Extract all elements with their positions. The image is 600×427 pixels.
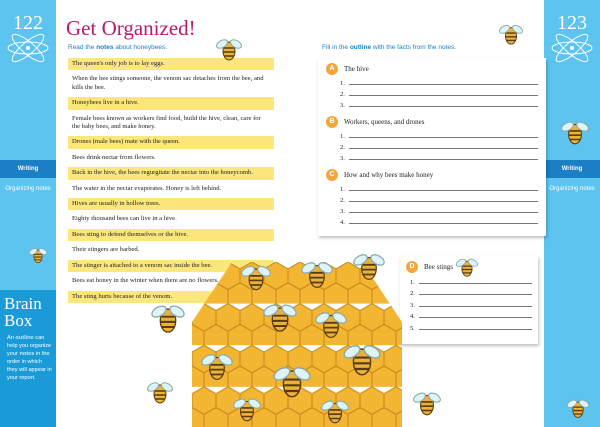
outline-line[interactable]: 4. — [410, 309, 532, 321]
bee-icon — [28, 246, 48, 264]
note-item: The stinger is attached to a venom sac inside the bee. — [68, 260, 274, 272]
outline-line[interactable]: 2. — [410, 286, 532, 298]
note-item: Back in the hive, the bees regurgitate the nectar into the honeycomb. — [68, 167, 274, 179]
bee-icon — [300, 258, 334, 290]
bee-icon — [200, 350, 234, 382]
outline-line[interactable]: 5. — [410, 320, 532, 332]
bee-icon — [146, 378, 174, 406]
section-letter-badge: D — [406, 261, 418, 273]
note-item: The water in the nectar evaporates. Honey is left behind. — [72, 184, 222, 192]
tab-writing-right: Writing — [544, 160, 600, 178]
bee-icon — [262, 300, 298, 334]
note-item: Bees drink nectar from flowers. — [72, 153, 156, 161]
outline-line[interactable]: 3. — [410, 297, 532, 309]
brain-box-text: An outline can help you organize your notes in the order in which they will appear in your report. — [7, 335, 52, 381]
outline-line[interactable]: 2. — [340, 193, 538, 204]
outline-line[interactable]: 4. — [340, 215, 538, 226]
note-item: Drones (male bees) mate with the queen. — [68, 136, 274, 148]
page-title: Get Organized! — [66, 16, 196, 40]
right-sidebar — [544, 0, 600, 427]
atom-icon — [550, 30, 594, 66]
outline-line[interactable]: 3. — [340, 204, 538, 215]
tab-writing-left: Writing — [0, 160, 56, 178]
brain-box-title: Brain Box — [4, 294, 42, 330]
note-item: Honeybees live in a hive. — [68, 97, 274, 109]
outline-line[interactable]: 1. — [340, 129, 538, 140]
outline-card — [318, 58, 546, 236]
section-title: Bee stings — [424, 263, 453, 271]
outline-section-c — [326, 168, 538, 226]
bee-icon — [560, 118, 590, 146]
instructions-left: Read the notes about honeybees. — [68, 44, 168, 51]
instructions-right: Fill in the outline with the facts from the notes. — [322, 44, 457, 51]
page-number-left: 122 — [13, 12, 43, 34]
outline-line[interactable]: 3. — [340, 151, 538, 162]
bee-icon — [455, 256, 479, 278]
bee-icon — [352, 250, 386, 282]
tab-sublabel-left: Organizing notes — [5, 186, 51, 192]
note-item: When the bee stings someone, the venom sac detaches from the bee, and kills the bee. — [72, 75, 264, 91]
section-title: The hive — [344, 65, 369, 73]
note-item: Bees eat honey in the winter when there are no flowers. — [72, 277, 219, 285]
bee-icon — [232, 394, 262, 424]
outline-section-a — [326, 62, 538, 109]
note-item: Hives are usually in hollow trees. — [68, 198, 274, 210]
section-title: Workers, queens, and drones — [344, 118, 425, 126]
bee-icon — [412, 388, 442, 418]
bee-icon — [272, 362, 312, 400]
atom-icon — [6, 30, 50, 66]
note-item: The sting hurts because of the venom. — [68, 291, 274, 303]
note-item: Bees sting to defend themselves or the hive. — [68, 229, 274, 241]
note-item: The queen's only job is to lay eggs. — [68, 58, 274, 70]
bee-icon — [314, 308, 348, 340]
bee-icon — [215, 36, 243, 62]
bee-icon — [240, 262, 272, 292]
note-item: Their stingers are barbed. — [72, 246, 140, 254]
outline-section-b — [326, 115, 538, 162]
bee-icon — [342, 340, 382, 378]
outline-line[interactable]: 3. — [340, 98, 538, 109]
outline-line[interactable]: 2. — [340, 87, 538, 98]
section-letter-badge: B — [326, 116, 338, 128]
page-number-right: 123 — [557, 12, 587, 34]
tab-sublabel-right: Organizing notes — [549, 186, 595, 192]
bee-icon — [498, 22, 524, 46]
outline-line[interactable]: 1. — [410, 274, 532, 286]
outline-line[interactable]: 1. — [340, 76, 538, 87]
note-item: Female bees known as workers find food, build the hive, clean, care for the baby bees, and make honey. — [72, 114, 261, 131]
bee-icon — [150, 300, 186, 336]
section-title: How and why bees make honey — [344, 171, 434, 179]
note-item: Eighty thousand bees can live in a hive. — [72, 215, 177, 223]
brain-box — [0, 290, 56, 427]
bee-icon — [320, 396, 350, 426]
outline-line[interactable]: 2. — [340, 140, 538, 151]
outline-line[interactable]: 1. — [340, 182, 538, 193]
section-letter-badge: A — [326, 63, 338, 75]
left-sidebar — [0, 0, 56, 427]
section-letter-badge: C — [326, 169, 338, 181]
bee-icon — [566, 396, 590, 420]
